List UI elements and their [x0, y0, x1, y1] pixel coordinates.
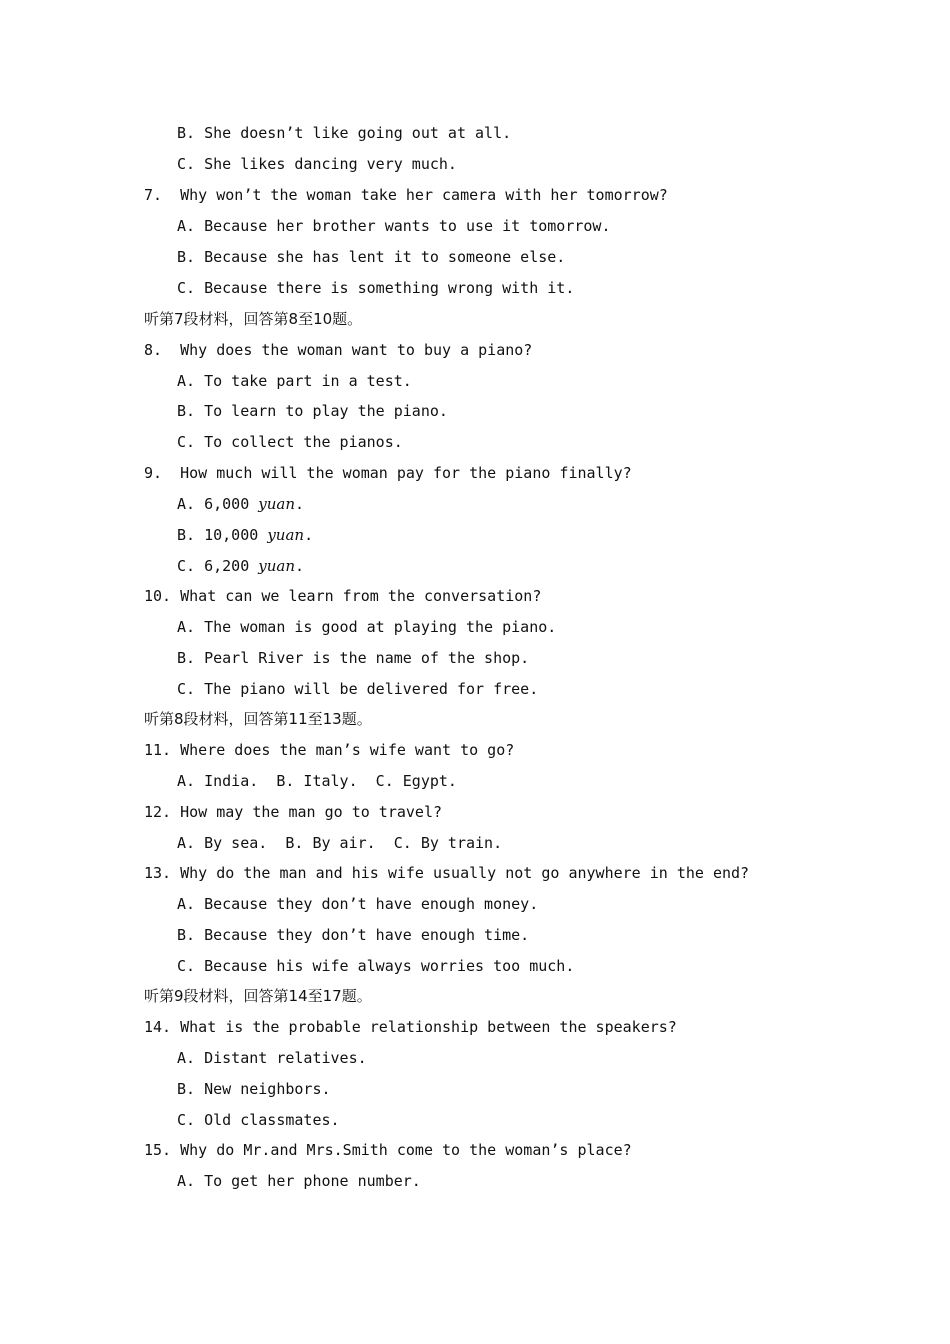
question-11: 11. Where does the man’s wife want to go? — [144, 741, 515, 759]
q8-option-b: B. To learn to play the piano. — [177, 402, 448, 420]
q9-option-b-amount: B. 10,000 — [177, 526, 259, 544]
period: . — [304, 526, 314, 544]
yuan-unit: yuan — [258, 557, 296, 575]
q8-option-a: A. To take part in a test. — [177, 372, 412, 390]
q9-option-c-amount: C. 6,200 — [177, 557, 250, 575]
q7-option-c: C. Because there is something wrong with it. — [177, 279, 575, 297]
question-14: 14. What is the probable relationship between the speakers? — [144, 1018, 677, 1036]
q14-option-b: B. New neighbors. — [177, 1080, 331, 1098]
q7-option-b: B. Because she has lent it to someone else. — [177, 248, 566, 266]
q13-option-b: B. Because they don’t have enough time. — [177, 926, 530, 944]
q9-option-c — [177, 556, 304, 576]
question-12: 12. How may the man go to travel? — [144, 803, 443, 821]
question-9: 9. How much will the woman pay for the piano finally? — [144, 464, 632, 482]
q10-option-b: B. Pearl River is the name of the shop. — [177, 649, 530, 667]
question-8: 8. Why does the woman want to buy a piano? — [144, 341, 533, 359]
period: . — [295, 495, 305, 513]
q9-option-a — [177, 494, 304, 514]
q7-option-a: A. Because her brother wants to use it tomorrow. — [177, 217, 611, 235]
q14-option-c: C. Old classmates. — [177, 1111, 340, 1129]
question-13: 13. Why do the man and his wife usually not go anywhere in the end? — [144, 864, 750, 882]
q9-option-a-amount: A. 6,000 — [177, 495, 250, 513]
q13-option-a: A. Because they don’t have enough money. — [177, 895, 539, 913]
q6-option-b: B. She doesn’t like going out at all. — [177, 124, 512, 142]
yuan-unit: yuan — [258, 495, 296, 513]
question-15: 15. Why do Mr.and Mrs.Smith come to the woman’s place? — [144, 1141, 632, 1159]
section-heading-7: 听第7段材料，回答第8至10题。 — [144, 310, 363, 328]
q14-option-a: A. Distant relatives. — [177, 1049, 367, 1067]
q10-option-c: C. The piano will be delivered for free. — [177, 680, 539, 698]
q12-options: A. By sea. B. By air. C. By train. — [177, 834, 503, 852]
question-7: 7. Why won’t the woman take her camera with her tomorrow? — [144, 186, 668, 204]
period: . — [295, 557, 305, 575]
q10-option-a: A. The woman is good at playing the piano. — [177, 618, 557, 636]
q8-option-c: C. To collect the pianos. — [177, 433, 403, 451]
question-10: 10. What can we learn from the conversation? — [144, 587, 542, 605]
yuan-unit: yuan — [267, 526, 305, 544]
q13-option-c: C. Because his wife always worries too much. — [177, 957, 575, 975]
section-heading-8: 听第8段材料，回答第11至13题。 — [144, 710, 372, 728]
q6-option-c: C. She likes dancing very much. — [177, 155, 457, 173]
section-heading-9: 听第9段材料，回答第14至17题。 — [144, 987, 372, 1005]
q11-options: A. India. B. Italy. C. Egypt. — [177, 772, 457, 790]
q9-option-b — [177, 525, 313, 545]
q15-option-a: A. To get her phone number. — [177, 1172, 421, 1190]
